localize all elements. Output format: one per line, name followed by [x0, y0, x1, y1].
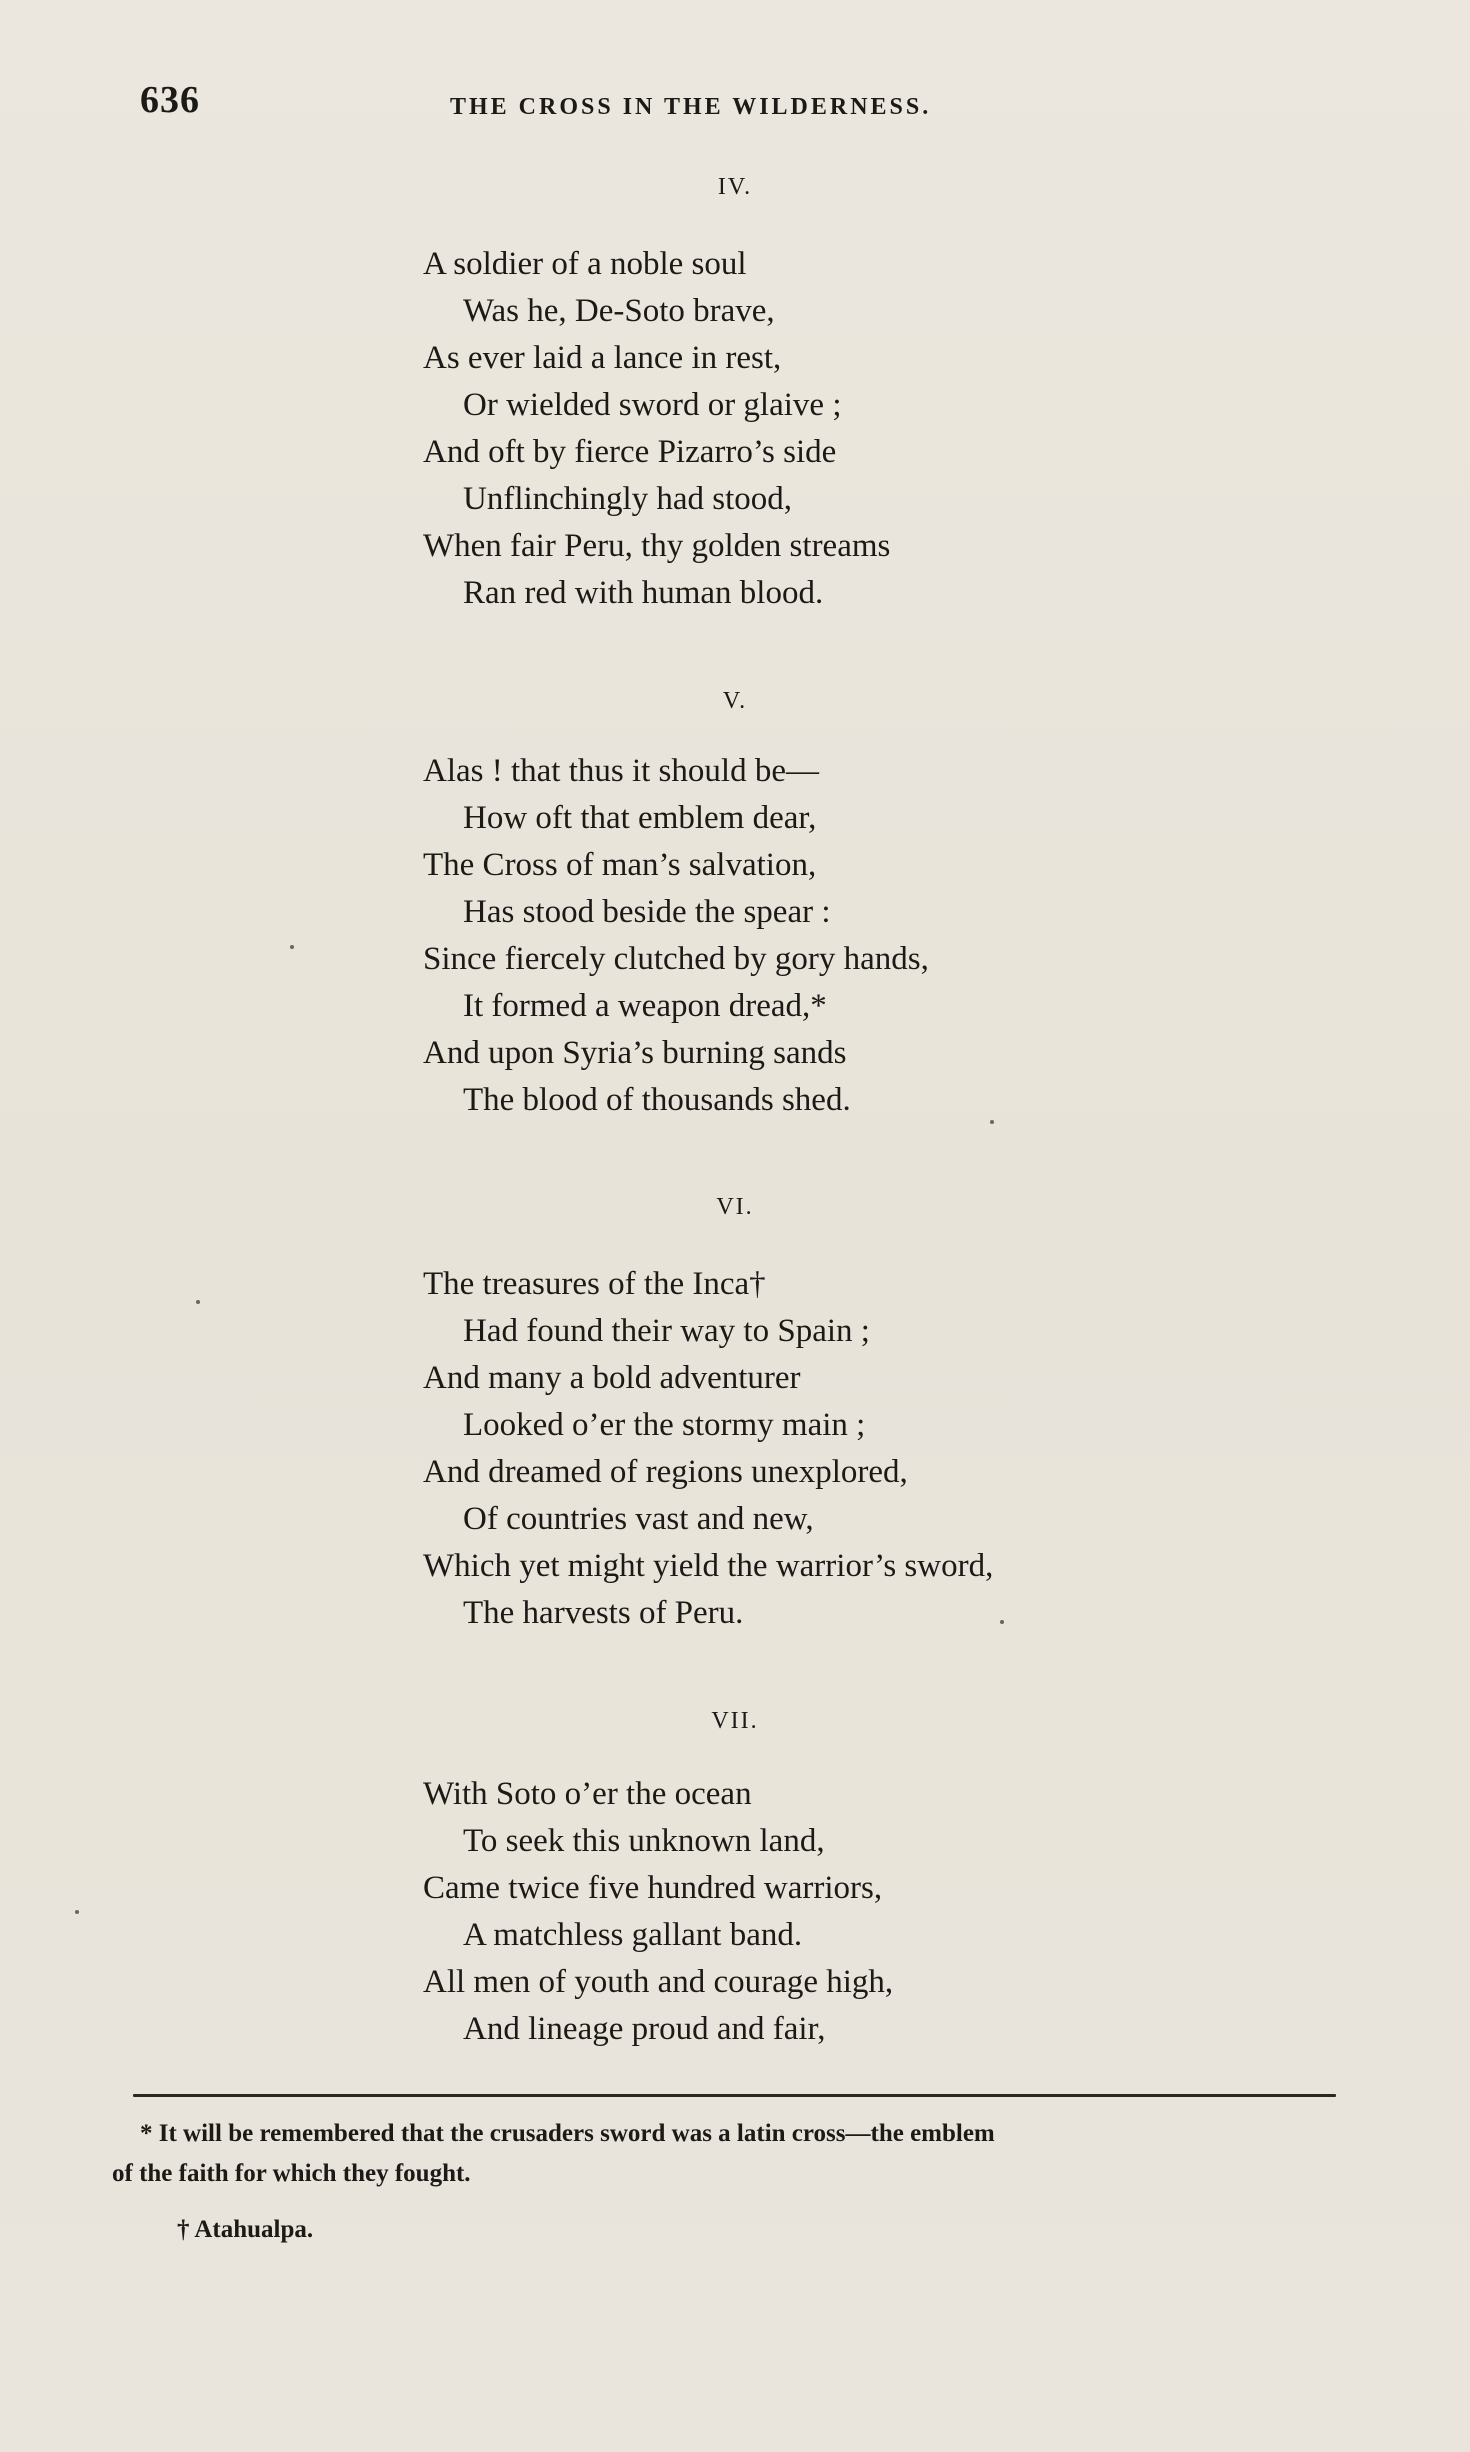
paper-speck — [75, 1910, 79, 1914]
poem-line: The blood of thousands shed. — [463, 1082, 851, 1118]
paper-speck — [1000, 1620, 1004, 1624]
poem-line: And lineage proud and fair, — [463, 2011, 826, 2047]
footnote-crusaders: * It will be remembered that the crusaders sword was a latin cross—the emblem — [140, 2120, 995, 2147]
poem-line: All men of youth and courage high, — [423, 1964, 894, 2000]
poem-line: Was he, De-Soto brave, — [463, 293, 775, 329]
poem-line: The Cross of man’s salvation, — [423, 847, 817, 883]
running-title: THE CROSS IN THE WILDERNESS. — [450, 94, 932, 120]
poem-line: As ever laid a lance in rest, — [423, 340, 782, 376]
paper-speck — [290, 945, 294, 949]
footnote-atahualpa: † Atahualpa. — [177, 2216, 314, 2243]
poem-line: Unflinchingly had stood, — [463, 481, 793, 517]
poem-line: Which yet might yield the warrior’s sword, — [423, 1548, 994, 1584]
poem-line: Looked o’er the stormy main ; — [463, 1407, 866, 1443]
poem-line: Ran red with human blood. — [463, 575, 824, 611]
poem-line: And oft by fierce Pizarro’s side — [423, 434, 837, 470]
poem-line: Of countries vast and new, — [463, 1501, 814, 1537]
poem-line: How oft that emblem dear, — [463, 800, 817, 836]
footnotes — [112, 2120, 1362, 2280]
page-header — [140, 78, 1340, 128]
poem-line: Had found their way to Spain ; — [463, 1313, 870, 1349]
poem-line: And many a bold adventurer — [423, 1360, 801, 1396]
poem-line: Alas ! that thus it should be— — [423, 753, 819, 789]
poem-line: A soldier of a noble soul — [423, 246, 747, 282]
stanza-numeral: IV. — [717, 174, 753, 200]
poem-line: When fair Peru, thy golden streams — [423, 528, 891, 564]
poem-line: The treasures of the Inca† — [423, 1266, 766, 1302]
paper-speck — [196, 1300, 200, 1304]
paper-speck — [990, 1120, 994, 1124]
poem-line: And upon Syria’s burning sands — [423, 1035, 847, 1071]
stanza-numeral: V. — [722, 688, 748, 714]
poem-line: Came twice five hundred warriors, — [423, 1870, 883, 1906]
stanza-numeral: VII. — [711, 1708, 759, 1734]
poem-line: With Soto o’er the ocean — [423, 1776, 752, 1812]
poem-line: And dreamed of regions unexplored, — [423, 1454, 908, 1490]
poem-line: It formed a weapon dread,* — [463, 988, 827, 1024]
poem-line: Has stood beside the spear : — [463, 894, 831, 930]
stanza-numeral: VI. — [716, 1194, 754, 1220]
poem-line: A matchless gallant band. — [463, 1917, 803, 1953]
page-number: 636 — [140, 79, 200, 121]
poem-line: The harvests of Peru. — [463, 1595, 744, 1631]
poem-line: Or wielded sword or glaive ; — [463, 387, 842, 423]
footnote-crusaders-cont: of the faith for which they fought. — [112, 2160, 471, 2187]
poem-line: Since fiercely clutched by gory hands, — [423, 941, 929, 977]
footnote-rule — [133, 2094, 1336, 2097]
poem-line: To seek this unknown land, — [463, 1823, 825, 1859]
